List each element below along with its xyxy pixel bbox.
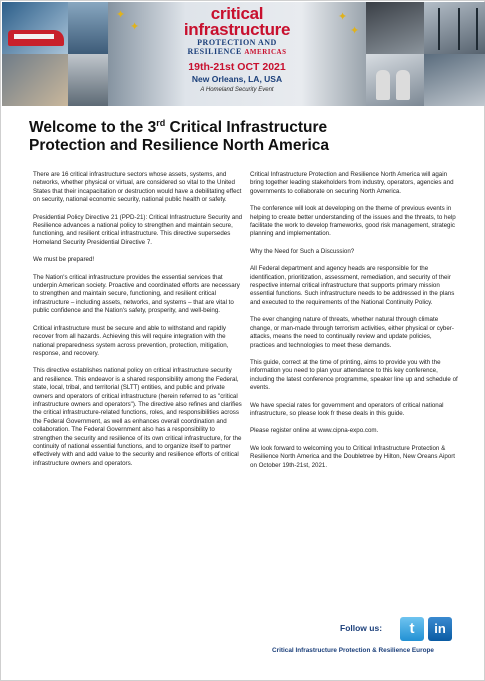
star-icon: ✦	[116, 9, 126, 21]
event-banner	[2, 2, 485, 106]
star-icon: ✦	[338, 11, 348, 23]
paragraph: The ever changing nature of threats, whether natural through climate change, or man-made through terrorism activities, either physical or cyber-attacks, means the need to continually review and update policies, practices and technologies to meet these demands.	[250, 316, 454, 349]
paragraph: We look forward to welcoming you to Critical Infrastructure Protection & Resilience North America and the Doubletree by Hilton, New Oreans Aiport on October 19th-21st, 2021.	[250, 444, 455, 469]
paragraph: Critical Infrastructure Protection and Resilience North America will again bring together leading stakeholders from industry, operators, agencies and governments to collaborate on securing North America.	[250, 171, 454, 195]
logo-subtitle-resilience: RESILIENCE	[187, 47, 242, 56]
title-ordinal-suffix: rd	[156, 118, 166, 128]
logo-title-line2: infrastructure	[183, 20, 291, 39]
right-column	[250, 171, 458, 479]
title-line2: Protection and Resilience North America	[29, 137, 330, 155]
star-icon: ✦	[130, 21, 140, 33]
paragraph: Critical infrastructure must be secure and able to withstand and rapidly recover from all hazards. Achieving this will require integration with the national preparedness system across prevention, protection, mitigation, response, and recovery.	[33, 324, 229, 357]
event-dates: 19th-21st OCT 2021	[188, 61, 286, 73]
cooling-tower-image	[376, 70, 390, 100]
section-question: Why the Need for Such a Discussion?	[250, 247, 355, 255]
paragraph: We have special rates for government and operators of critical national infrastructure, so please look fr these deals in this guide.	[250, 401, 444, 417]
page-title	[29, 114, 459, 155]
pylon-image	[438, 8, 440, 50]
left-column	[33, 171, 243, 477]
twitter-icon[interactable]: t	[400, 617, 424, 641]
title-line1-start: Welcome to the 3	[29, 119, 157, 137]
pylon-image	[458, 8, 460, 50]
banner-photo-refinery	[68, 54, 108, 106]
train-image	[8, 30, 64, 46]
paragraph: This guide, correct at the time of printing, aims to provide you with the information you need to plan your attendance to this key conference, including the latest conference programme, speaker line up and schedule of events.	[250, 358, 458, 392]
event-location: New Orleans, LA, USA	[191, 74, 283, 84]
logo-subtitle-line1: PROTECTION AND	[197, 38, 277, 47]
star-icon: ✦	[350, 25, 360, 37]
cooling-tower-image	[396, 70, 410, 100]
banner-photo-cooling-towers	[366, 54, 424, 106]
banner-photo-train	[2, 2, 68, 54]
event-tagline: A Homeland Security Event	[200, 87, 274, 93]
banner-photo-rail	[424, 54, 485, 106]
footer-organization: Critical Infrastructure Protection & Resilience Europe	[272, 647, 434, 654]
title-line1-end: Critical Infrastructure	[165, 119, 328, 137]
logo-title-line1: critical	[210, 4, 264, 23]
banner-photo-pylons	[424, 2, 485, 54]
pylon-image	[476, 8, 478, 50]
banner-photo-port	[2, 54, 68, 106]
paragraph: All Federal department and agency heads are responsible for the identification, prioritization, assessment, remediation, and security of their respective internal critical infrastructure that supports primary mission essential functions. Such infrastructure needs to be addressed in the plans and executed to the requirements of the National Continuity Policy.	[250, 265, 455, 306]
paragraph: The conference will look at developing on the theme of previous events in helping to create better understanding of the issues and the threats, to help facilitate the work to develop frameworks, good risk management, strategic planning and implementation.	[250, 205, 456, 238]
paragraph: There are 16 critical infrastructure sectors whose assets, systems, and networks, whether physical or virtual, are considered so vital to the United States that their incapacitation or destruction would have a debilitating effect on security, national economic security, national public health or safety.	[33, 171, 242, 204]
paragraph: Presidential Policy Directive 21 (PPD-21): Critical Infrastructure Security and Resilience advances a national policy to strengthen and maintain secure, functioning, and resilient critical infrastructure. This directive supersedes Homeland Security Presidential Directive 7.	[33, 213, 243, 246]
event-logo	[110, 6, 364, 102]
banner-photo-city	[68, 2, 108, 54]
register-line: Please register online at www.cipna-expo.com.	[250, 427, 379, 435]
paragraph: We must be prepared!	[33, 256, 95, 264]
logo-subtitle-line2	[110, 47, 364, 57]
logo-subtitle-region: AMERICAS	[244, 48, 287, 56]
paragraph: This directive establishes national policy on critical infrastructure security and resilience. This endeavor is a shared responsibility among the Federal, state, local, tribal, and territorial (SLTT) entities, and public and private owners and operators of critical infrastructure (herein referred to as "critical infrastructure owners and operators"). The directive also refines and clarifies the critical infrastructure-related functions, roles, and responsibilities across the Federal Government, as well as enhances overall coordination and collaboration. The Federal Government also has a responsibility to strengthen the security and resilience of its own critical infrastructure, for the continuity of national essential functions, and to organize itself to partner effectively with and add value to the security and resilience efforts of critical infrastructure owners and operators.	[33, 367, 242, 467]
paragraph: The Nation's critical infrastructure provides the essential services that underpin American society. Proactive and coordinated efforts are necessary to strengthen and maintain secure, functioning, and resilient critical infrastructure – including assets, networks, and systems – that are vital to public confidence and the Nation's safety, prosperity, and well-being.	[33, 273, 240, 315]
follow-us-label: Follow us:	[340, 623, 383, 633]
banner-photo-server	[366, 2, 424, 54]
linkedin-icon[interactable]: in	[428, 617, 452, 641]
